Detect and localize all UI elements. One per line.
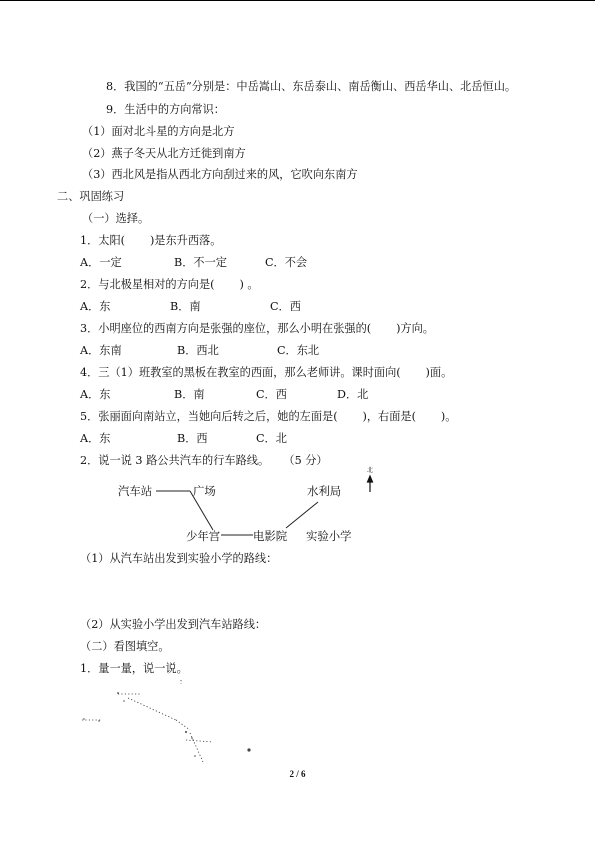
- stop-youth-palace: 少年宫: [186, 529, 221, 543]
- choice-1-option-b: B．不一定: [174, 256, 227, 269]
- part-1-heading: （一）选择。: [82, 212, 150, 225]
- choice-3-option-b: B．西北: [177, 344, 219, 357]
- choice-2-option-b: B．南: [170, 300, 201, 313]
- note-9-3: （3）西北风是指从西北方向刮过来的风，它吹向东南方: [82, 168, 358, 181]
- choice-1-option-a: A．一定: [80, 256, 122, 269]
- choice-4-option-b: B．南: [174, 388, 205, 401]
- stop-bus-station: 汽车站: [118, 484, 153, 498]
- choice-2-option-a: A．东: [80, 300, 111, 313]
- choice-3-option-c: C．东北: [277, 344, 320, 357]
- fill-1-question: 1．量一量，说一说。: [80, 662, 188, 675]
- choice-5-option-c: C．北: [256, 432, 287, 445]
- note-9: 9．生活中的方向常识：: [106, 103, 225, 116]
- question-2: 2．说一说 3 路公共汽车的行车路线。 （5 分）: [80, 454, 328, 467]
- note-8: 8．我国的“五岳”分别是：中岳嵩山、东岳泰山、南岳衡山、西岳华山、北岳恒山。: [106, 80, 517, 93]
- stop-school: 实验小学: [306, 529, 352, 543]
- choice-1-question: 1．太阳( )是东升西落。: [80, 234, 222, 247]
- choice-5-question: 5．张丽面向南站立，当她向后转之后，她的左面是( )，右面是( )。: [80, 410, 457, 423]
- stop-water-bureau: 水利局: [307, 484, 342, 498]
- choice-4-question: 4．三（1）班教室的黑板在教室的西面，那么老师讲。课时面向( )面。: [80, 366, 453, 379]
- stop-cinema: 电影院: [253, 529, 288, 543]
- choice-1-option-c: C．不会: [265, 256, 308, 269]
- choice-5-option-a: A．东: [80, 432, 111, 445]
- stop-square: 广场: [193, 484, 216, 498]
- choice-2-option-c: C．西: [270, 300, 301, 313]
- choice-4-option-d: D．北: [337, 388, 369, 401]
- choice-4-option-a: A．东: [80, 388, 111, 401]
- choice-5-option-b: B．西: [177, 432, 208, 445]
- section-2-heading: 二、巩固练习: [57, 190, 125, 203]
- question-2-part-2: （2）从实验小学出发到汽车站路线：: [80, 618, 267, 631]
- choice-4-option-c: C．西: [256, 388, 287, 401]
- question-2-part-1: （1）从汽车站出发到实验小学的路线：: [80, 552, 278, 565]
- choice-2-question: 2．与北极星相对的方向是( ) 。: [80, 278, 259, 291]
- choice-3-question: 3．小明座位的西南方向是张强的座位，那么小明在张强的( )方向。: [80, 322, 434, 335]
- note-9-2: （2）燕子冬天从北方迁徙到南方: [82, 147, 246, 160]
- page-number: 2 / 6: [289, 769, 306, 779]
- choice-3-option-a: A．东南: [80, 344, 122, 357]
- note-9-1: （1）面对北斗星的方向是北方: [82, 125, 235, 138]
- part-2-heading: （二）看图填空。: [80, 640, 170, 653]
- north-marker: 北: [367, 467, 374, 474]
